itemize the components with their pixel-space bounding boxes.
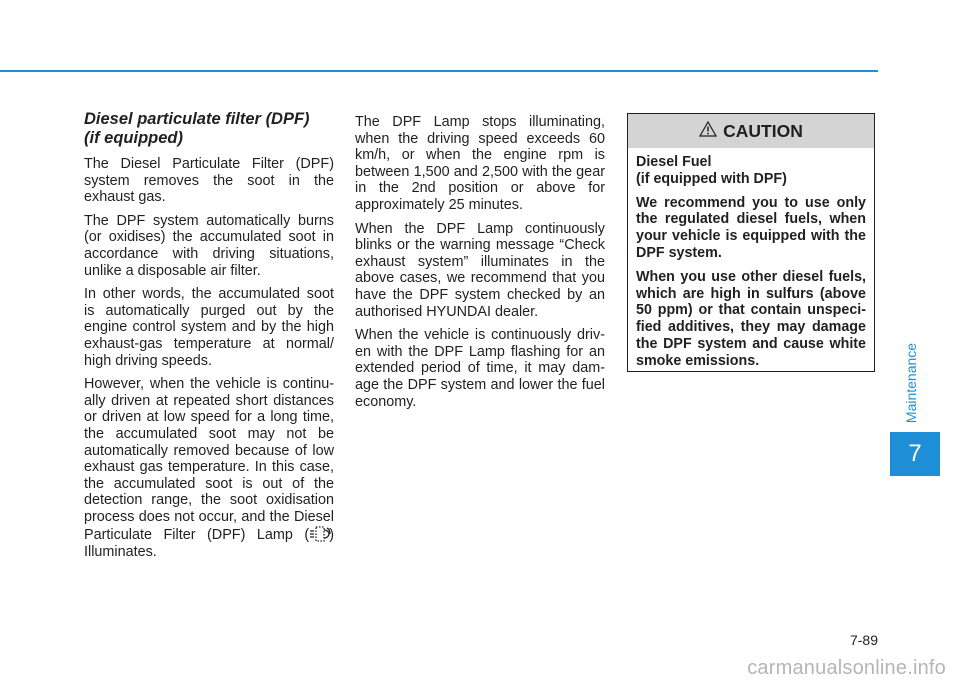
caution-header (628, 114, 874, 148)
caution-title-line-1: Diesel Fuel (636, 154, 712, 170)
caution-title (636, 154, 866, 188)
page-number: 7-89 (849, 632, 878, 648)
caution-paragraph-other-fuels: When you use other diesel fuels, which are high in sulfurs (above 50 ppm) or that contain unspeci-fied additives, they may damage the DPF system and cause white smoke emissions. (636, 268, 866, 369)
caution-box (627, 113, 875, 372)
paragraph-short-distance (84, 376, 334, 561)
watermark: carmanualsonline.info (747, 657, 946, 679)
chapter-tab (890, 432, 940, 476)
paragraph-dpf-intro: The Diesel Particulate Filter (DPF) system removes the soot in the exhaust gas. (84, 156, 334, 206)
caution-title-line-2: (if equipped with DPF) (636, 170, 787, 187)
caution-body (628, 148, 874, 370)
heading-line-2: (if equipped) (84, 129, 183, 147)
chapter-number: 7 (908, 440, 922, 467)
paragraph-short-distance-end: ) Illuminates. (84, 527, 334, 561)
dpf-warning-lamp-icon (309, 525, 329, 543)
paragraph-lamp-blinks: When the DPF Lamp continuously blinks or the warning message “Check exhaust system” illuminates in the above cases, we recommend that you have the DPF system checked by an authorised HYUNDAI dealer. (355, 220, 605, 320)
header-rule (0, 70, 878, 72)
left-column (84, 110, 334, 568)
paragraph-continuous-driving: When the vehicle is continuously driv-en with the DPF Lamp flashing for an extended period of time, it may dam-age the DPF system and lower the fuel economy. (355, 327, 605, 410)
caution-paragraph-regulated-fuel: We recommend you to use only the regulated diesel fuels, when your vehicle is equipped with the DPF system. (636, 194, 866, 261)
section-heading (84, 110, 334, 148)
paragraph-short-distance-start: However, when the vehicle is continu-ally driven at repeated short distances or driven at low speed for a long time, the accumulated soot may not be automatically removed because of low exhaust gas temperature. In this case, the accumulated soot is out of the detection range, the soot oxidisation process does not occur, and the Diesel Particulate Filter (DPF) Lamp ( (84, 376, 334, 544)
warning-triangle-icon (699, 121, 723, 142)
section-label-text: Maintenance (903, 342, 919, 424)
paragraph-dpf-burns: The DPF system automatically burns (or oxidises) the accumulated soot in accordance with driving situations, unlike a disposable air filter. (84, 212, 334, 279)
sidebar-section-label (896, 338, 926, 428)
middle-column (355, 114, 605, 417)
caution-label: CAUTION (723, 120, 803, 141)
heading-line-1: Diesel particulate filter (DPF) (84, 110, 310, 128)
paragraph-lamp-stops: The DPF Lamp stops illuminating, when the driving speed exceeds 60 km/h, or when the engine rpm is between 1,500 and 2,500 with the gear in the 2nd position or above for approximately 25 minutes. (355, 114, 605, 213)
paragraph-purge: In other words, the accumulated soot is automatically purged out by the engine control system and by the high exhaust-gas temperature at normal/ high driving speeds. (84, 286, 334, 369)
